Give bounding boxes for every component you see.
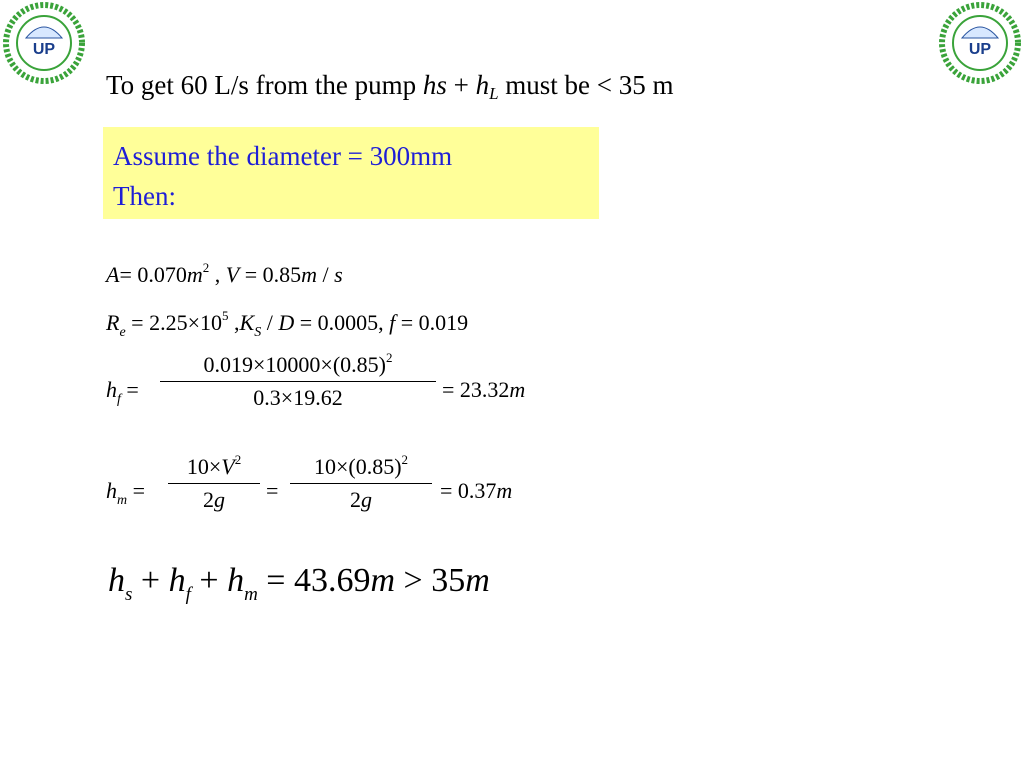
- university-logo-right: [938, 2, 1022, 84]
- slide-heading: To get 60 L/s from the pump hs + $h_L$ must be < 35 m: [106, 70, 674, 103]
- note-line-2: Then:: [113, 181, 176, 211]
- equation-area-velocity: $A= 0.070m^2$ , V = 0.85m / s: [106, 260, 343, 287]
- note-line-1: Assume the diameter = 300mm: [113, 141, 453, 171]
- equation-reynolds-friction: $R_e = 2.25\times 10^5$ $,K_S / D = 0.0005$, f = 0.019: [106, 308, 469, 340]
- university-logo-left: [2, 2, 86, 84]
- logo-monogram: UP: [968, 41, 992, 58]
- assumption-note: [103, 127, 599, 219]
- logo-monogram: UP: [32, 41, 56, 58]
- equation-total-head: $h_s + h_f + h_m = 43.69m > 35m$: [108, 562, 490, 605]
